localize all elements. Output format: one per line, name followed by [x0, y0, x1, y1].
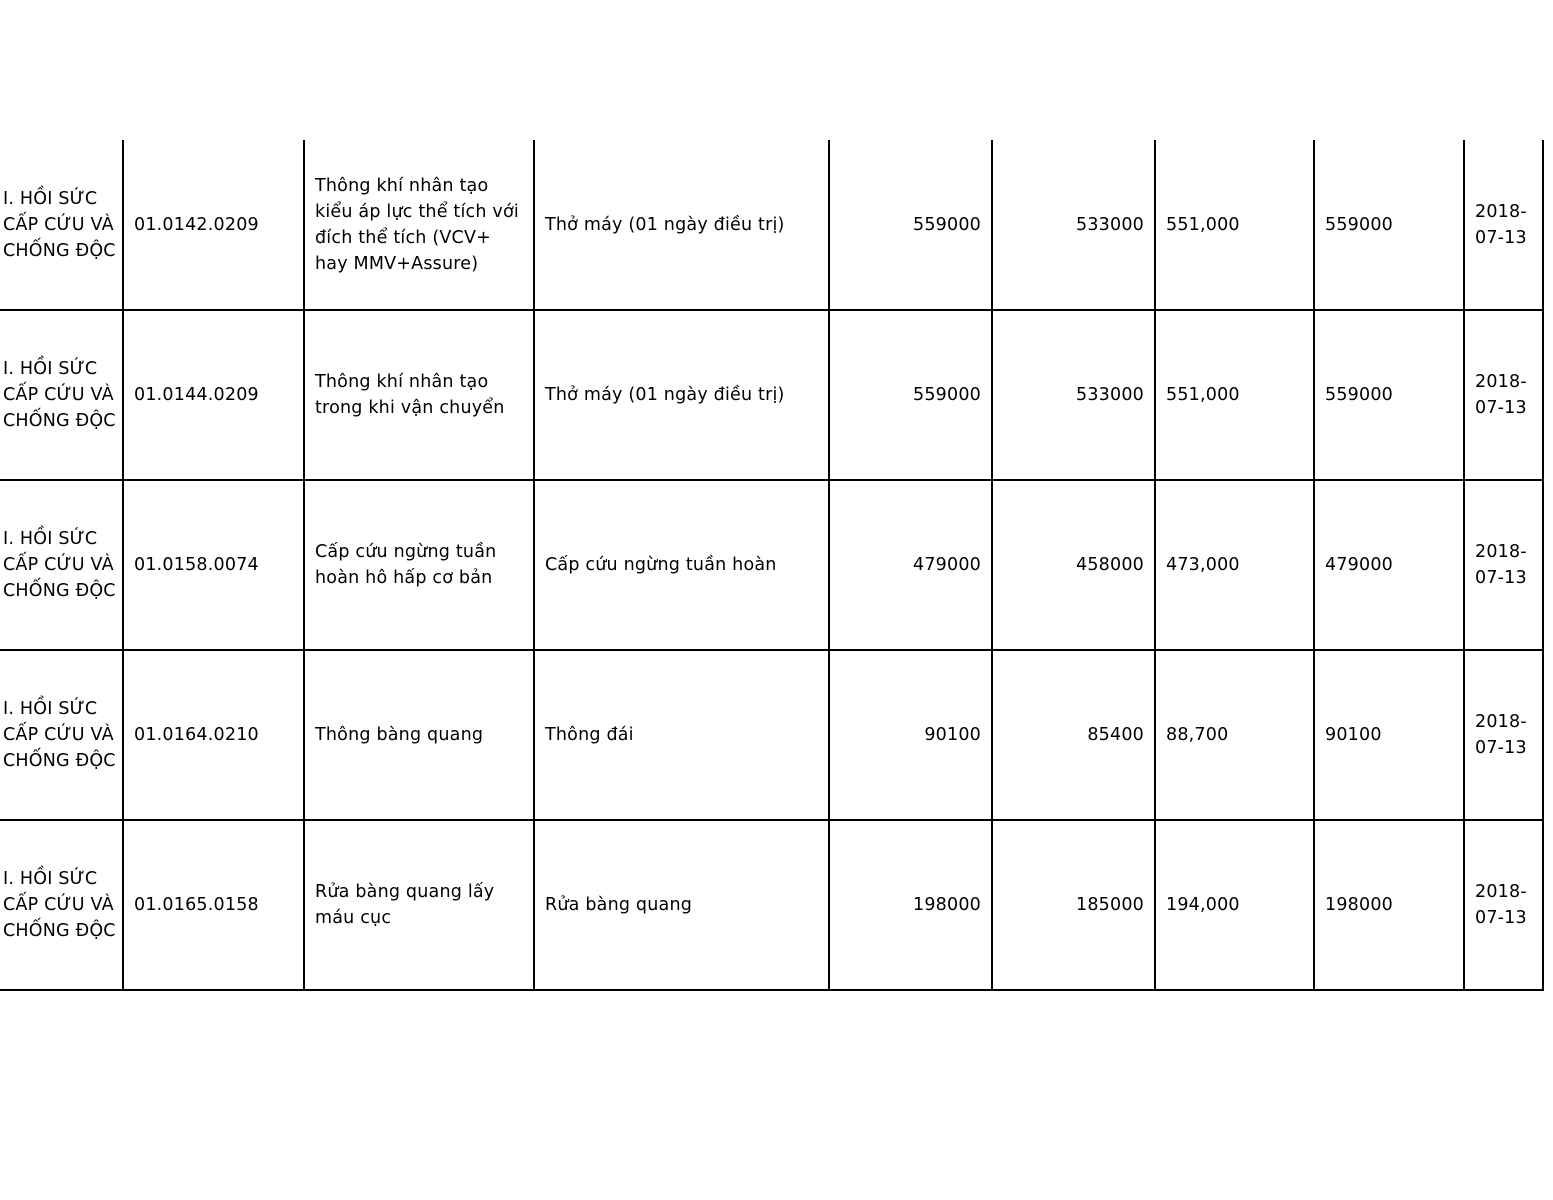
table-row [0, 480, 1543, 650]
category-cell: I. HỒI SỨC CẤP CỨU VÀ CHỐNG ĐỘC [0, 140, 123, 310]
category-cell: I. HỒI SỨC CẤP CỨU VÀ CHỐNG ĐỘC [0, 650, 123, 820]
price-4-cell: 559000 [1314, 140, 1464, 310]
category-cell: I. HỒI SỨC CẤP CỨU VÀ CHỐNG ĐỘC [0, 310, 123, 480]
table-row [0, 310, 1543, 480]
price-2-cell: 85400 [992, 650, 1155, 820]
price-table [0, 140, 1544, 991]
category-cell: I. HỒI SỨC CẤP CỨU VÀ CHỐNG ĐỘC [0, 820, 123, 990]
service-name-cell: Cấp cứu ngừng tuần hoàn [534, 480, 829, 650]
price-4-cell: 559000 [1314, 310, 1464, 480]
table-row [0, 140, 1543, 310]
price-1-cell: 90100 [829, 650, 992, 820]
price-1-cell: 559000 [829, 140, 992, 310]
price-3-cell: 473,000 [1155, 480, 1314, 650]
procedure-name-cell: Thông khí nhân tạo kiểu áp lực thể tích với đích thể tích (VCV+ hay MMV+Assure) [304, 140, 534, 310]
date-cell: 2018-07-13 [1464, 820, 1543, 990]
procedure-name-cell: Rửa bàng quang lấy máu cục [304, 820, 534, 990]
code-cell: 01.0144.0209 [123, 310, 304, 480]
price-4-cell: 479000 [1314, 480, 1464, 650]
price-3-cell: 88,700 [1155, 650, 1314, 820]
price-1-cell: 479000 [829, 480, 992, 650]
price-2-cell: 533000 [992, 310, 1155, 480]
service-name-cell: Thông đái [534, 650, 829, 820]
table-row [0, 650, 1543, 820]
price-2-cell: 533000 [992, 140, 1155, 310]
price-2-cell: 185000 [992, 820, 1155, 990]
table-body [0, 140, 1543, 990]
price-3-cell: 551,000 [1155, 310, 1314, 480]
price-1-cell: 198000 [829, 820, 992, 990]
table-row [0, 820, 1543, 990]
service-name-cell: Thở máy (01 ngày điều trị) [534, 140, 829, 310]
price-3-cell: 551,000 [1155, 140, 1314, 310]
category-cell: I. HỒI SỨC CẤP CỨU VÀ CHỐNG ĐỘC [0, 480, 123, 650]
service-name-cell: Thở máy (01 ngày điều trị) [534, 310, 829, 480]
price-1-cell: 559000 [829, 310, 992, 480]
price-3-cell: 194,000 [1155, 820, 1314, 990]
price-2-cell: 458000 [992, 480, 1155, 650]
date-cell: 2018-07-13 [1464, 310, 1543, 480]
procedure-name-cell: Thông bàng quang [304, 650, 534, 820]
code-cell: 01.0142.0209 [123, 140, 304, 310]
code-cell: 01.0164.0210 [123, 650, 304, 820]
procedure-name-cell: Thông khí nhân tạo trong khi vận chuyển [304, 310, 534, 480]
price-4-cell: 90100 [1314, 650, 1464, 820]
service-name-cell: Rửa bàng quang [534, 820, 829, 990]
procedure-name-cell: Cấp cứu ngừng tuần hoàn hô hấp cơ bản [304, 480, 534, 650]
date-cell: 2018-07-13 [1464, 140, 1543, 310]
date-cell: 2018-07-13 [1464, 480, 1543, 650]
price-4-cell: 198000 [1314, 820, 1464, 990]
date-cell: 2018-07-13 [1464, 650, 1543, 820]
code-cell: 01.0165.0158 [123, 820, 304, 990]
code-cell: 01.0158.0074 [123, 480, 304, 650]
